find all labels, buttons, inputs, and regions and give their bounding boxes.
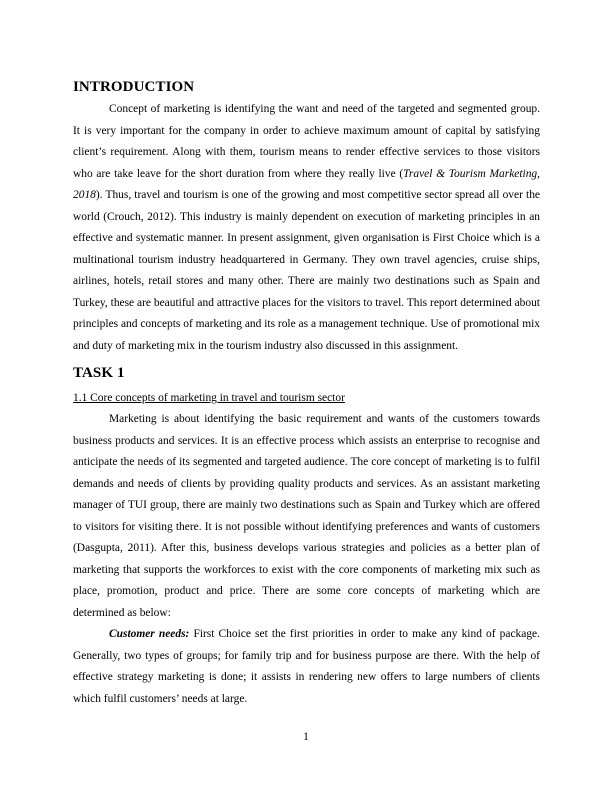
customer-needs-text: First Choice set the first priorities in order to make any kind of package. Generally, two types of groups; for family trip and for business purpose are there. With the help of effective strategy marketing is done; it assists in rendering new offers to large numbers of clients which fulfil customers’ needs at large. xyxy=(73,628,540,705)
page-content xyxy=(73,78,540,710)
task1-heading: TASK 1 xyxy=(73,365,125,381)
introduction-citation: Travel & Tourism Marketing, 2018 xyxy=(73,167,541,201)
introduction-text-part1: Concept of marketing is identifying the want and need of the targeted and segmented group. It is very important for the company in order to achieve maximum amount of capital by satisfying client’s requirement. Along with them, tourism means to render effective services to those visitors who are take leave for the short duration from where they really live ( xyxy=(73,103,540,180)
introduction-text-part2: ). Thus, travel and tourism is one of the growing and most competitive sector spread all over the world (Crouch, 2012). This industry is mainly dependent on execution of marketing principles in an effective and systematic manner. In present assignment, given organisation is First Choice which is a multinational tourism industry headquartered in Germany. They own travel agencies, cruise ships, airlines, hotels, retail stores and many other. There are mainly two destinations such as Spain and Turkey, these are beautiful and attractive places for the visitors to travel. This report determined about principles and concepts of marketing and its role as a management technique. Use of promotional mix and duty of marketing mix in the tourism industry also discussed in this assignment. xyxy=(73,189,540,352)
task1-subheading: 1.1 Core concepts of marketing in travel and tourism sector xyxy=(73,392,345,404)
customer-needs-label: Customer needs: xyxy=(109,628,190,640)
introduction-paragraph xyxy=(73,99,540,357)
task1-paragraph-2 xyxy=(73,624,540,710)
page-number: 1 xyxy=(303,731,309,743)
task1-paragraph-1: Marketing is about identifying the basic requirement and wants of the customers towards business products and services. It is an effective process which assists an enterprise to recognise and anticipate the needs of its segmented and targeted audience. The core concept of marketing is to fulfil demands and needs of clients by providing quality products and services. As an assistant marketing manager of TUI group, there are mainly two destinations such as Spain and Turkey which are offered to visitors for visiting there. It is not possible without identifying preferences and wants of customers (Dasgupta, 2011). After this, business develops various strategies and policies as a better plan of marketing that supports the workforces to exist with the core components of marketing mix such as place, promotion, product and price. There are some core concepts of marketing which are determined as below: xyxy=(73,413,540,619)
introduction-heading: INTRODUCTION xyxy=(73,79,195,95)
